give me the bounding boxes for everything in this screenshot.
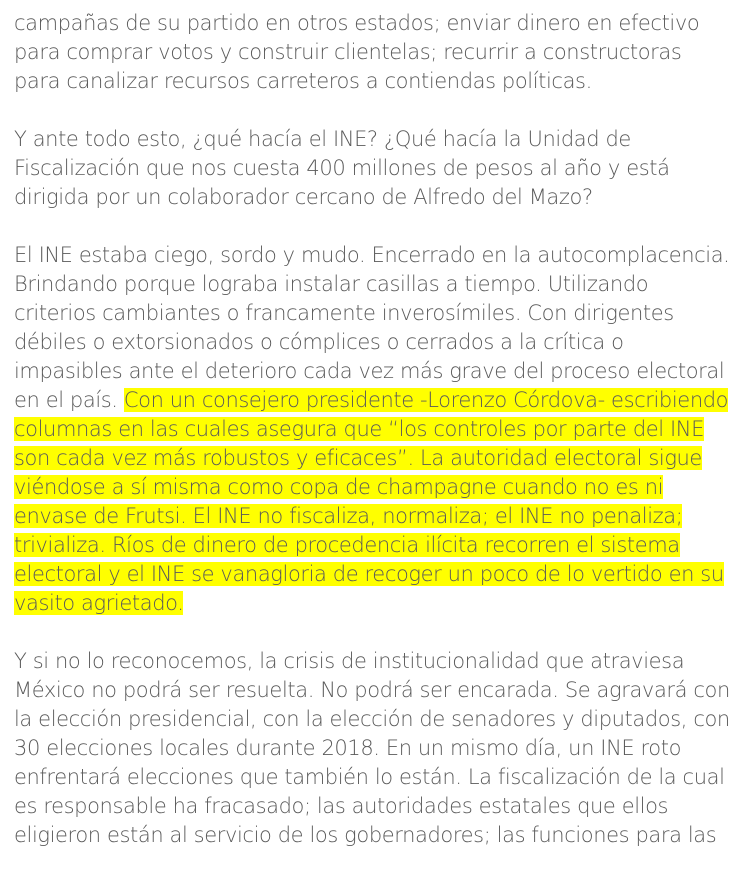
paragraph-text: El INE estaba ciego, sordo y mudo. Encerrado en la autocomplacencia. Brindando porque lograba instalar casillas a tiempo. Utilizando criterios cambiantes o francamente inverosímiles. Con dirigentes débiles o extorsionados o cómplices o cerrados a la crítica o impasibles ante el deterioro cada vez más grave del proceso electoral en el país. bbox=[14, 243, 730, 412]
highlighted-text: Con un consejero presidente -Lorenzo Córdova- escribiendo columnas en las cuales asegura que “los controles por parte del INE son cada vez más robustos y eficaces”. La autoridad electoral sigue viéndose a sí misma como copa de champagne cuando no es ni envase de Frutsi. El INE no fiscaliza, normaliza; el INE no penaliza; trivializa. Ríos de dinero de procedencia ilícita recorren el sistema electoral y el INE se vanagloria de recoger un poco de lo vertido en su vasito agrietado. bbox=[14, 388, 729, 615]
paragraph: campañas de su partido en otros estados; enviar dinero en efectivo para comprar votos y construir clientelas; recurrir a constructoras para canalizar recursos carreteros a contiendas políticas. bbox=[14, 11, 700, 93]
paragraph bbox=[14, 241, 730, 618]
article-body bbox=[14, 9, 730, 879]
paragraph: Y si no lo reconocemos, la crisis de institucionalidad que atraviesa México no podrá ser resuelta. No podrá ser encarada. Se agravará con la elección presidencial, con la elección de senadores y diputados, con 30 elecciones locales durante 2018. En un mismo día, un INE roto enfrentará elecciones que también lo están. La fiscalización de la cual es responsable ha fracasado; las autoridades estatales que ellos eligieron están al servicio de los gobernadores; las funciones para las bbox=[14, 649, 730, 847]
paragraph: Y ante todo esto, ¿qué hacía el INE? ¿Qué hacía la Unidad de Fiscalización que nos cuesta 400 millones de pesos al año y está dirigida por un colaborador cercano de Alfredo del Mazo? bbox=[14, 127, 670, 209]
